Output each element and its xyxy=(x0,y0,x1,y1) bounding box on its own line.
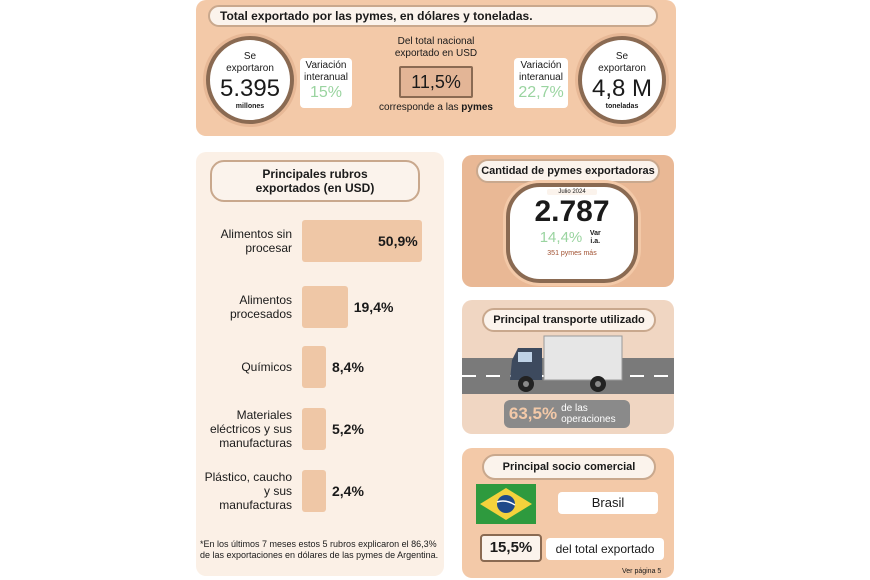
bar-value-label: 50,9% xyxy=(378,233,418,249)
bar-value-label: 2,4% xyxy=(332,483,364,499)
truck-icon xyxy=(506,334,624,398)
center-line1: Del total nacional xyxy=(397,36,475,47)
left-circle-top: Se xyxy=(243,50,257,62)
right-variation-box xyxy=(514,58,568,108)
right-variation-value: 22,7% xyxy=(518,84,564,101)
left-variation-label: Variación interanual xyxy=(304,60,348,83)
page-reference: Ver página 5 xyxy=(622,568,662,575)
top-card xyxy=(196,0,676,136)
bar-value-label: 5,2% xyxy=(332,421,364,437)
bar xyxy=(302,346,326,388)
bar-category-label: Químicos xyxy=(241,360,292,374)
pymes-counter xyxy=(506,183,638,283)
partner-value: 15,5% xyxy=(480,534,542,562)
transport-text: de las operaciones xyxy=(561,403,616,425)
left-variation-box xyxy=(300,58,352,108)
pymes-title: Cantidad de pymes exportadoras xyxy=(476,159,660,183)
transport-value-box xyxy=(504,400,630,428)
center-info xyxy=(366,36,506,114)
transport-title: Principal transporte utilizado xyxy=(482,308,656,332)
left-circle-unit: millones xyxy=(235,102,265,110)
left-variation-value: 15% xyxy=(309,84,343,101)
left-circle-mid: exportaron xyxy=(226,62,274,74)
right-circle-value: 4,8 M xyxy=(591,74,653,102)
bar-category-label: Plástico, caucho y sus manufacturas xyxy=(204,470,292,512)
pymes-var-label: Var i.a. xyxy=(589,229,601,245)
bar-category-label: Materiales eléctricos y sus manufacturas xyxy=(209,408,292,450)
partner-title: Principal socio comercial xyxy=(482,454,656,480)
bar-value-label: 8,4% xyxy=(332,359,364,375)
rubros-panel xyxy=(196,152,444,576)
bar-category-label: Alimentos sin procesar xyxy=(220,227,292,255)
right-circle-unit: toneladas xyxy=(605,102,639,110)
left-circle-value: 5.395 xyxy=(219,74,281,102)
pymes-date: Julio 2024 xyxy=(547,189,597,195)
pymes-value: 2.787 xyxy=(534,195,610,228)
transport-value: 63,5% xyxy=(508,404,558,423)
rubros-chart xyxy=(196,212,444,532)
bar xyxy=(302,470,326,512)
bar xyxy=(302,286,348,328)
rubros-title: Principales rubros exportados (en USD) xyxy=(210,160,420,202)
center-line2: exportado en USD xyxy=(394,48,478,59)
pymes-more: 351 pymes más xyxy=(547,250,597,257)
center-value-box: 11,5% xyxy=(399,66,473,98)
top-title: Total exportado por las pymes, en dólares y toneladas. xyxy=(208,5,658,27)
pymes-var-value: 14,4% xyxy=(539,229,583,246)
partner-text: del total exportado xyxy=(546,538,664,560)
bar xyxy=(302,408,326,450)
pymes-variation xyxy=(510,229,634,246)
right-export-circle xyxy=(578,36,666,124)
transport-card xyxy=(462,300,674,434)
center-footer: corresponde a las pymes xyxy=(379,102,493,113)
partner-card xyxy=(462,448,674,578)
right-variation-label: Variación interanual xyxy=(519,60,563,83)
rubros-footnote: *En los últimos 7 meses estos 5 rubros explicaron el 86,3% de las exportaciones en dólares de las pymes de Argentina. xyxy=(200,539,439,560)
left-export-circle xyxy=(206,36,294,124)
partner-country: Brasil xyxy=(558,492,658,514)
brazil-flag-icon xyxy=(476,484,536,524)
right-circle-mid: exportaron xyxy=(598,62,646,74)
right-circle-top: Se xyxy=(615,50,629,62)
bar-category-label: Alimentos procesados xyxy=(229,293,292,321)
pymes-card xyxy=(462,155,674,287)
bar-value-label: 19,4% xyxy=(353,299,394,315)
